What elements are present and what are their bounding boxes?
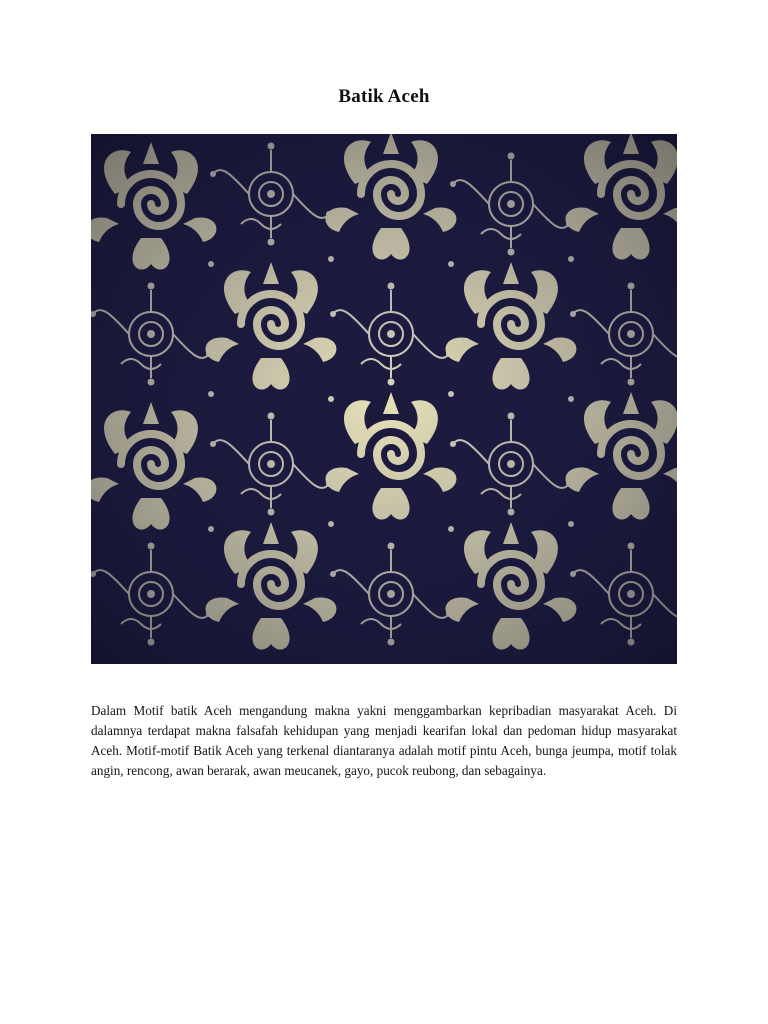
page-title: Batik Aceh	[338, 86, 430, 107]
batik-pattern-icon	[91, 134, 677, 664]
body-paragraph: Dalam Motif batik Aceh mengandung makna yakni menggambarkan kepribadian masyarakat Aceh. Di dalamnya terdapat makna falsafah kehidupan yang menjadi kearifan lokal dan pedoman hidup masyarakat Aceh. Motif-motif Batik Aceh yang terkenal diantaranya adalah motif pintu Aceh, bunga jeumpa, motif tolak angin, rencong, awan berarak, awan meucanek, gayo, pucok reubong, dan sebagainya.	[91, 703, 677, 778]
batik-image	[91, 134, 677, 664]
